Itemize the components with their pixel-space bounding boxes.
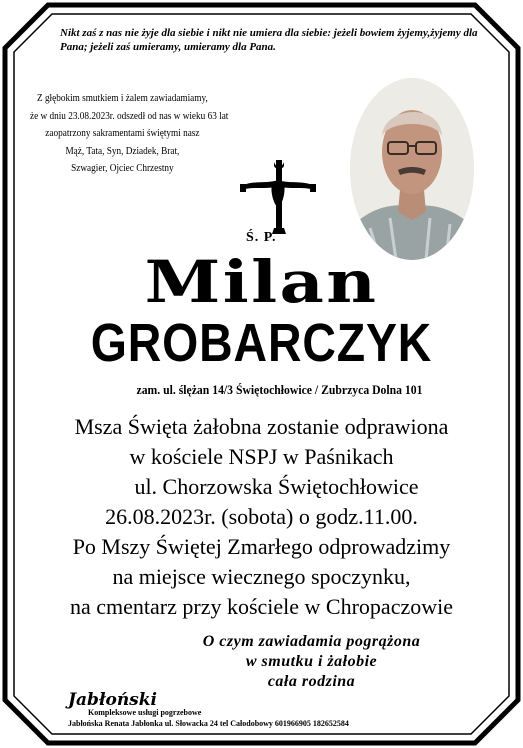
deceased-first-name: Milan [144,248,379,316]
family-line: O czym zawiadamia pogrążona [202,633,421,650]
funeral-home-tagline: Kompleksowe usługi pogrzebowe [88,708,202,717]
intro-line: Z głębokim smutkiem i żalem zawiadamiamy, [36,93,208,104]
service-line: Po Mszy Świętej Zmarłego odprowadzimy [72,534,451,559]
funeral-service-info [0,412,523,622]
cross-icon [238,158,318,236]
service-line: ul. Chorzowska Świętochłowice [134,474,419,499]
bible-quote: Nikt zaś z nas nie żyje dla siebie i nikt nie umiera dla siebie: jeżeli bowiem żyjemy,żyjemy dla Pana; jeżeli zaś umieramy, umieramy dla Pana. [60,27,478,53]
intro-line: Szwagier, Ojciec Chrzestny [71,163,174,174]
service-line: 26.08.2023r. (sobota) o godz.11.00. [105,504,418,529]
portrait-photo [350,78,474,260]
family-signature [0,632,523,692]
family-line: cała rodzina [267,673,356,690]
family-line: w smutku i żałobie [245,653,378,670]
sp-label: Ś. P. [246,230,277,245]
intro-line: że w dniu 23.08.2023r. odszedł od nas w wieku 63 lat [30,110,229,122]
funeral-home-logo: Jabłoński [68,690,157,710]
intro-line: Mąż, Tata, Syn, Dziadek, Brat, [65,145,180,157]
announcement-intro [30,90,229,178]
service-line: na cmentarz przy kościele w Chropaczowie [70,594,453,619]
deceased-address: zam. ul. ślężan 14/3 Świętochłowice / Zubrzyca Dolna 101 [136,382,423,397]
deceased-last-name: GROBARCZYK [90,313,433,373]
service-line: w kościele NSPJ w Paśnikach [129,444,394,469]
funeral-home-footer [68,692,468,730]
intro-line: zaopatrzony sakramentami świętymi nasz [45,128,200,139]
funeral-home-contact: Jabłońska Renata Jabłonka ul. Słowacka 24 tel Całodobowy 601966905 182652584 [68,719,349,728]
service-line: na miejsce wiecznego spoczynku, [112,564,411,589]
service-line: Msza Święta żałobna zostanie odprawiona [74,414,449,439]
